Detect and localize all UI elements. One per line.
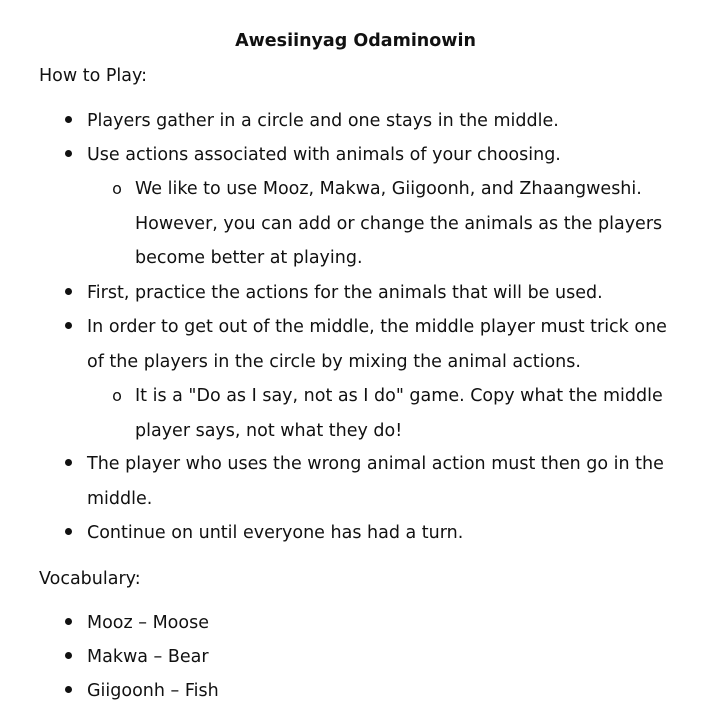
how-to-play-heading: How to Play:	[39, 66, 147, 86]
list-item-text: In order to get out of the middle, the middle player must trick one of the players in the circle by mixing the animal actions.	[87, 317, 667, 372]
vocabulary-item-text: Giigoonh – Fish	[87, 681, 219, 701]
bullet-dot-icon	[61, 104, 75, 139]
bullet-dot-icon	[61, 606, 75, 641]
list-item-text: Use actions associated with animals of your choosing.	[87, 145, 561, 165]
vocabulary-item-text: Mooz – Moose	[87, 613, 209, 633]
bullet-dot-icon	[61, 674, 75, 709]
bullet-dot-icon	[61, 447, 75, 482]
list-item-text: First, practice the actions for the animals that will be used.	[87, 283, 603, 303]
vocabulary-item-text: Makwa – Bear	[87, 647, 209, 667]
sub-list-item-text: It is a "Do as I say, not as I do" game. Copy what the middle player says, not what they do!	[135, 386, 663, 441]
sub-list-item-text: We like to use Mooz, Makwa, Giigoonh, and Zhaangweshi. However, you can add or change the animals as the players become better at playing.	[135, 179, 663, 268]
bullet-dot-icon	[61, 276, 75, 311]
list-item-text: Continue on until everyone has had a turn.	[87, 523, 464, 543]
bullet-dot-icon	[61, 310, 75, 345]
bullet-dot-icon	[61, 640, 75, 675]
list-item-text: The player who uses the wrong animal action must then go in the middle.	[87, 454, 664, 509]
bullet-dot-icon	[61, 138, 75, 173]
document-title: Awesiinyag Odaminowin	[235, 31, 476, 51]
list-item-text: Players gather in a circle and one stays in the middle.	[87, 111, 559, 131]
sub-bullet-marker: o	[112, 386, 122, 405]
sub-bullet-marker: o	[112, 179, 122, 198]
bullet-dot-icon	[61, 516, 75, 551]
vocabulary-heading: Vocabulary:	[39, 569, 141, 589]
